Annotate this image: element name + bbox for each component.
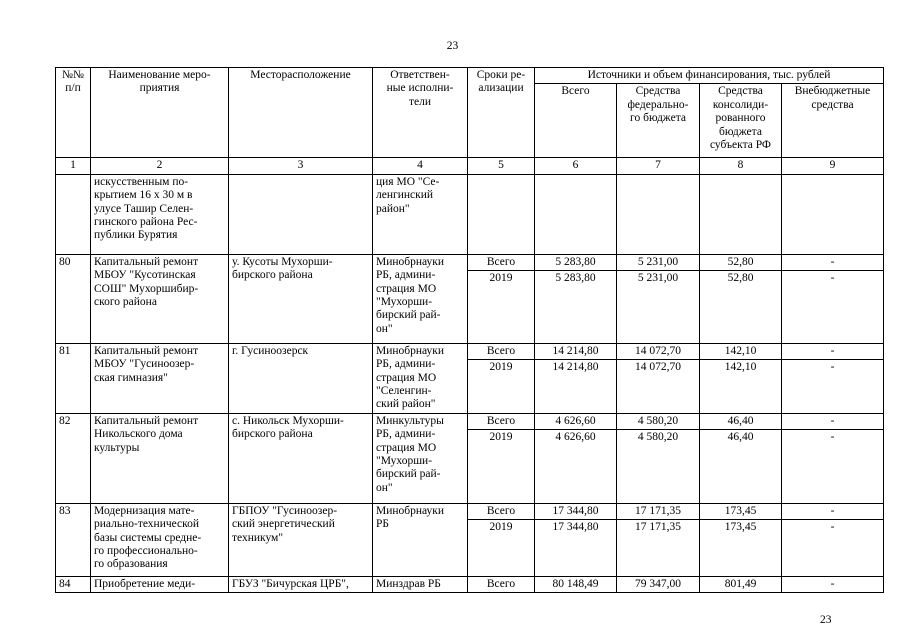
row-consolidated-total: 173,45: [700, 504, 781, 520]
row-extra-year: -: [830, 272, 835, 285]
column-number-9: 9: [782, 158, 884, 174]
page-number-top: 23: [446, 40, 459, 52]
row-number: 84: [56, 576, 91, 592]
row-term-year: 2019: [489, 521, 513, 534]
continuation-row: [56, 174, 884, 254]
row-total: [535, 413, 617, 503]
row-extra: [782, 503, 884, 576]
row-extra-total: -: [782, 344, 883, 360]
column-number-7: 7: [617, 158, 700, 174]
column-number-5: 5: [468, 158, 535, 174]
column-number-3: 3: [229, 158, 373, 174]
row-consolidated-year: 142,10: [724, 361, 757, 374]
row-federal: [617, 254, 700, 343]
table-row: [56, 413, 884, 503]
row-federal: [617, 413, 700, 503]
header-extrabudget: Внебюджетные средства: [782, 84, 884, 158]
column-number-4: 4: [373, 158, 468, 174]
row-term-total: Всего: [468, 344, 534, 360]
row-location: с. Никольск Мухорши- бирского района: [229, 413, 373, 503]
row-location: ГБУЗ "Бичурская ЦРБ",: [229, 576, 373, 592]
column-number-8: 8: [700, 158, 782, 174]
row-extra: [782, 254, 884, 343]
column-number-6: 6: [535, 158, 617, 174]
row-total-year: 14 214,80: [552, 361, 599, 374]
row-federal-year: 5 231,00: [637, 272, 679, 285]
row-term-year: 2019: [489, 361, 513, 374]
row-total-total: 5 283,80: [535, 255, 616, 271]
row-name: Капитальный ремонт МБОУ "Кусотинская СОШ" Мухоршибир- ского района: [91, 254, 229, 343]
row-total: [535, 503, 617, 576]
header-responsible: Ответствен- ные исполни- тели: [373, 68, 468, 158]
row-federal: [617, 343, 700, 413]
row-responsible: Минобрнауки РБ, админи- страция МО "Селенгин- ский район": [373, 343, 468, 413]
row-federal-total: 4 580,20: [617, 414, 699, 430]
row-consolidated: [700, 413, 782, 503]
row-total-total: 14 214,80: [535, 344, 616, 360]
row-name: Модернизация мате- риально-технической базы системы средне- го профессионально- го образования: [91, 503, 229, 576]
row-extra: [782, 343, 884, 413]
row-number: 80: [56, 254, 91, 343]
row-term-year: 2019: [489, 272, 513, 285]
row-consolidated: [700, 254, 782, 343]
header-terms: Сроки ре- ализации: [468, 68, 535, 158]
header-num: №№ п/п: [56, 68, 91, 158]
row-total-year: 4 626,60: [555, 431, 596, 444]
row-extra: -: [782, 576, 884, 592]
row-location: ГБПОУ "Гусиноозер- ский энергетический техникум": [229, 503, 373, 576]
row-responsible: Минздрав РБ: [373, 576, 468, 592]
column-number-2: 2: [91, 158, 229, 174]
row-name: Приобретение меди-: [91, 576, 229, 592]
table-row: [56, 343, 884, 413]
row-number: 81: [56, 343, 91, 413]
row-responsible: Минобрнауки РБ, админи- страция МО "Мухорши- бирский рай- он": [373, 254, 468, 343]
row-term: [468, 413, 535, 503]
row-federal: 79 347,00: [617, 576, 700, 592]
financing-table: [55, 67, 884, 593]
row-total-total: 4 626,60: [535, 414, 616, 430]
table-row-last: [56, 576, 884, 592]
row-federal-total: 17 171,35: [617, 504, 699, 520]
row-total: [535, 343, 617, 413]
row-extra: [782, 413, 884, 503]
row-number: 83: [56, 503, 91, 576]
row-consolidated: [700, 343, 782, 413]
row-extra-total: -: [782, 414, 883, 430]
row-term-total: Всего: [468, 414, 534, 430]
row-consolidated-year: 52,80: [727, 272, 754, 285]
column-number-1: 1: [56, 158, 91, 174]
row-number: 82: [56, 413, 91, 503]
row-extra-total: -: [782, 504, 883, 520]
row-federal-total: 5 231,00: [617, 255, 699, 271]
row-total: 80 148,49: [535, 576, 617, 592]
table-row: [56, 503, 884, 576]
row-term: [468, 343, 535, 413]
header-consolidated: Средства консолиди- рованного бюджета субъекта РФ: [700, 84, 782, 158]
column-numbers-row: [56, 158, 884, 174]
row-term: Всего: [468, 576, 535, 592]
header-total: Всего: [535, 84, 617, 158]
row-term-year: 2019: [489, 431, 513, 444]
row-federal: [617, 503, 700, 576]
row-total-year: 17 344,80: [552, 521, 599, 534]
row-name: Капитальный ремонт Никольского дома культуры: [91, 413, 229, 503]
row-consolidated: [700, 503, 782, 576]
row-extra-year: -: [830, 361, 835, 374]
row-federal-year: 14 072,70: [635, 361, 681, 374]
page-number-bottom: 23: [820, 614, 832, 626]
row-term: [468, 503, 535, 576]
row-total: [535, 254, 617, 343]
row-consolidated: 801,49: [700, 576, 782, 592]
row-term-total: Всего: [468, 504, 534, 520]
row-term-total: Всего: [468, 255, 534, 271]
row-extra-year: -: [830, 431, 835, 444]
row-location: у. Кусоты Мухорши- бирского района: [229, 254, 373, 343]
row-extra-total: -: [782, 255, 883, 271]
row-consolidated-total: 46,40: [700, 414, 781, 430]
row-federal-year: 4 580,20: [637, 431, 679, 444]
header-location: Месторасположение: [229, 68, 373, 158]
row-term: [468, 254, 535, 343]
row-consolidated-year: 46,40: [727, 431, 754, 444]
row-consolidated-total: 142,10: [700, 344, 781, 360]
row-consolidated-total: 52,80: [700, 255, 781, 271]
row-extra-year: -: [830, 521, 835, 534]
header-financing: Источники и объем финансирования, тыс. рублей: [535, 68, 884, 84]
row-consolidated-year: 173,45: [724, 521, 757, 534]
header-name: Наименование меро- приятия: [91, 68, 229, 158]
continuation-name: искусственным по- крытием 16 х 30 м в улусе Ташир Селен- гинского района Рес- публики Бурятия: [91, 174, 229, 254]
row-federal-year: 17 171,35: [635, 521, 681, 534]
continuation-responsible: ция МО "Се- ленгинский район": [373, 174, 468, 254]
row-total-year: 5 283,80: [555, 272, 596, 285]
row-total-total: 17 344,80: [535, 504, 616, 520]
row-federal-total: 14 072,70: [617, 344, 699, 360]
header-federal: Средства федерально- го бюджета: [617, 84, 700, 158]
table-row: [56, 254, 884, 343]
row-location: г. Гусиноозерск: [229, 343, 373, 413]
header-row-1: [56, 68, 884, 84]
row-responsible: Минкультуры РБ, админи- страция МО "Мухорши- бирский рай- он": [373, 413, 468, 503]
row-responsible: Минобрнауки РБ: [373, 503, 468, 576]
row-name: Капитальный ремонт МБОУ "Гусиноозер- ская гимназия": [91, 343, 229, 413]
